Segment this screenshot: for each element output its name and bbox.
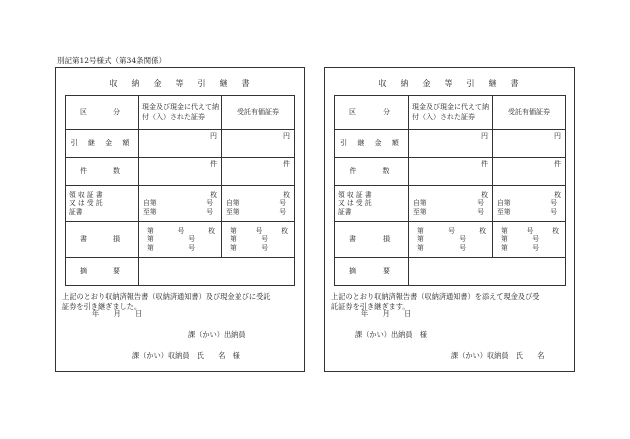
amount-securities-cell[interactable] [222,130,295,158]
receipt-cash-cell[interactable]: 枚 自第 号 至第 号 [139,186,222,222]
row-amount-label: 引 継 金 額 [335,130,409,158]
count-securities-cell[interactable] [222,158,295,186]
row-receipt-label: 領 収 証 書 又 は 受 託 証書 [66,186,139,222]
remarks-cell[interactable] [139,258,295,286]
row-amount-label: 引 継 金 額 [66,130,139,158]
damaged-securities-cell[interactable]: 第 号 枚 第 号 第 号 [493,222,566,258]
left-form [55,67,305,372]
amount-cash-cell[interactable] [139,130,222,158]
left-form-table [65,95,295,286]
form-caption: 別記第12号様式（第34条関係） [57,56,167,65]
yen-unit: 円 [554,132,561,140]
header-category: 区 分 [66,96,139,130]
ken-unit: 件 [481,160,488,168]
count-securities-cell[interactable] [493,158,566,186]
right-form [324,67,575,372]
row-damaged-label: 書 損 [66,222,139,258]
header-cash: 現金及び現金に代えて納付（入）された証券 [139,96,222,130]
damaged-securities-cell[interactable]: 第 号 枚 第 号 第 号 [222,222,295,258]
left-footer-collector: 課（かい）収納員 氏 名 様 [132,351,240,360]
header-category: 区 分 [335,96,409,130]
header-securities: 受託有価証券 [493,96,566,130]
yen-unit: 円 [283,132,290,140]
amount-securities-cell[interactable] [493,130,566,158]
damaged-cash-cell[interactable]: 第 号 枚 第 号 第 号 [409,222,493,258]
row-receipt-label: 領 収 証 書 又 は 受 託 証書 [335,186,409,222]
right-footer-treasurer: 課（かい）出納員 様 [355,330,427,339]
row-remarks-label: 摘 要 [335,258,409,286]
receipt-cash-cell[interactable]: 枚 自第 号 至第 号 [409,186,493,222]
ken-unit: 件 [283,160,290,168]
row-damaged-label: 書 損 [335,222,409,258]
count-cash-cell[interactable] [139,158,222,186]
remarks-cell[interactable] [409,258,566,286]
row-remarks-label: 摘 要 [66,258,139,286]
ken-unit: 件 [210,160,217,168]
left-form-title: 収 納 金 等 引 継 書 [109,79,253,88]
left-footer-treasurer: 課（かい）出納員 [188,330,246,339]
header-securities: 受託有価証券 [222,96,295,130]
header-cash: 現金及び現金に代えて納付（入）された証券 [409,96,493,130]
left-footer-text: 上記のとおり収納済報告書（収納済通知書）及び現金並びに受託 証券を引き継ぎました。 [62,292,271,311]
receipt-securities-cell[interactable]: 枚 自第 号 至第 号 [493,186,566,222]
right-footer-collector: 課（かい）収納員 氏 名 [451,351,545,360]
right-form-table [334,95,566,286]
count-cash-cell[interactable] [409,158,493,186]
right-footer-text: 上記のとおり収納済報告書（収納済通知書）を添えて現金及び受 託証券を引き継ぎます。 [331,292,540,311]
ken-unit: 件 [554,160,561,168]
row-count-label: 件 数 [335,158,409,186]
right-footer-date: 年 月 日 [361,309,412,318]
receipt-securities-cell[interactable]: 枚 自第 号 至第 号 [222,186,295,222]
yen-unit: 円 [481,132,488,140]
left-footer-date: 年 月 日 [92,309,143,318]
damaged-cash-cell[interactable]: 第 号 枚 第 号 第 号 [139,222,222,258]
amount-cash-cell[interactable] [409,130,493,158]
row-count-label: 件 数 [66,158,139,186]
right-form-title: 収 納 金 等 引 継 書 [378,79,522,88]
yen-unit: 円 [210,132,217,140]
